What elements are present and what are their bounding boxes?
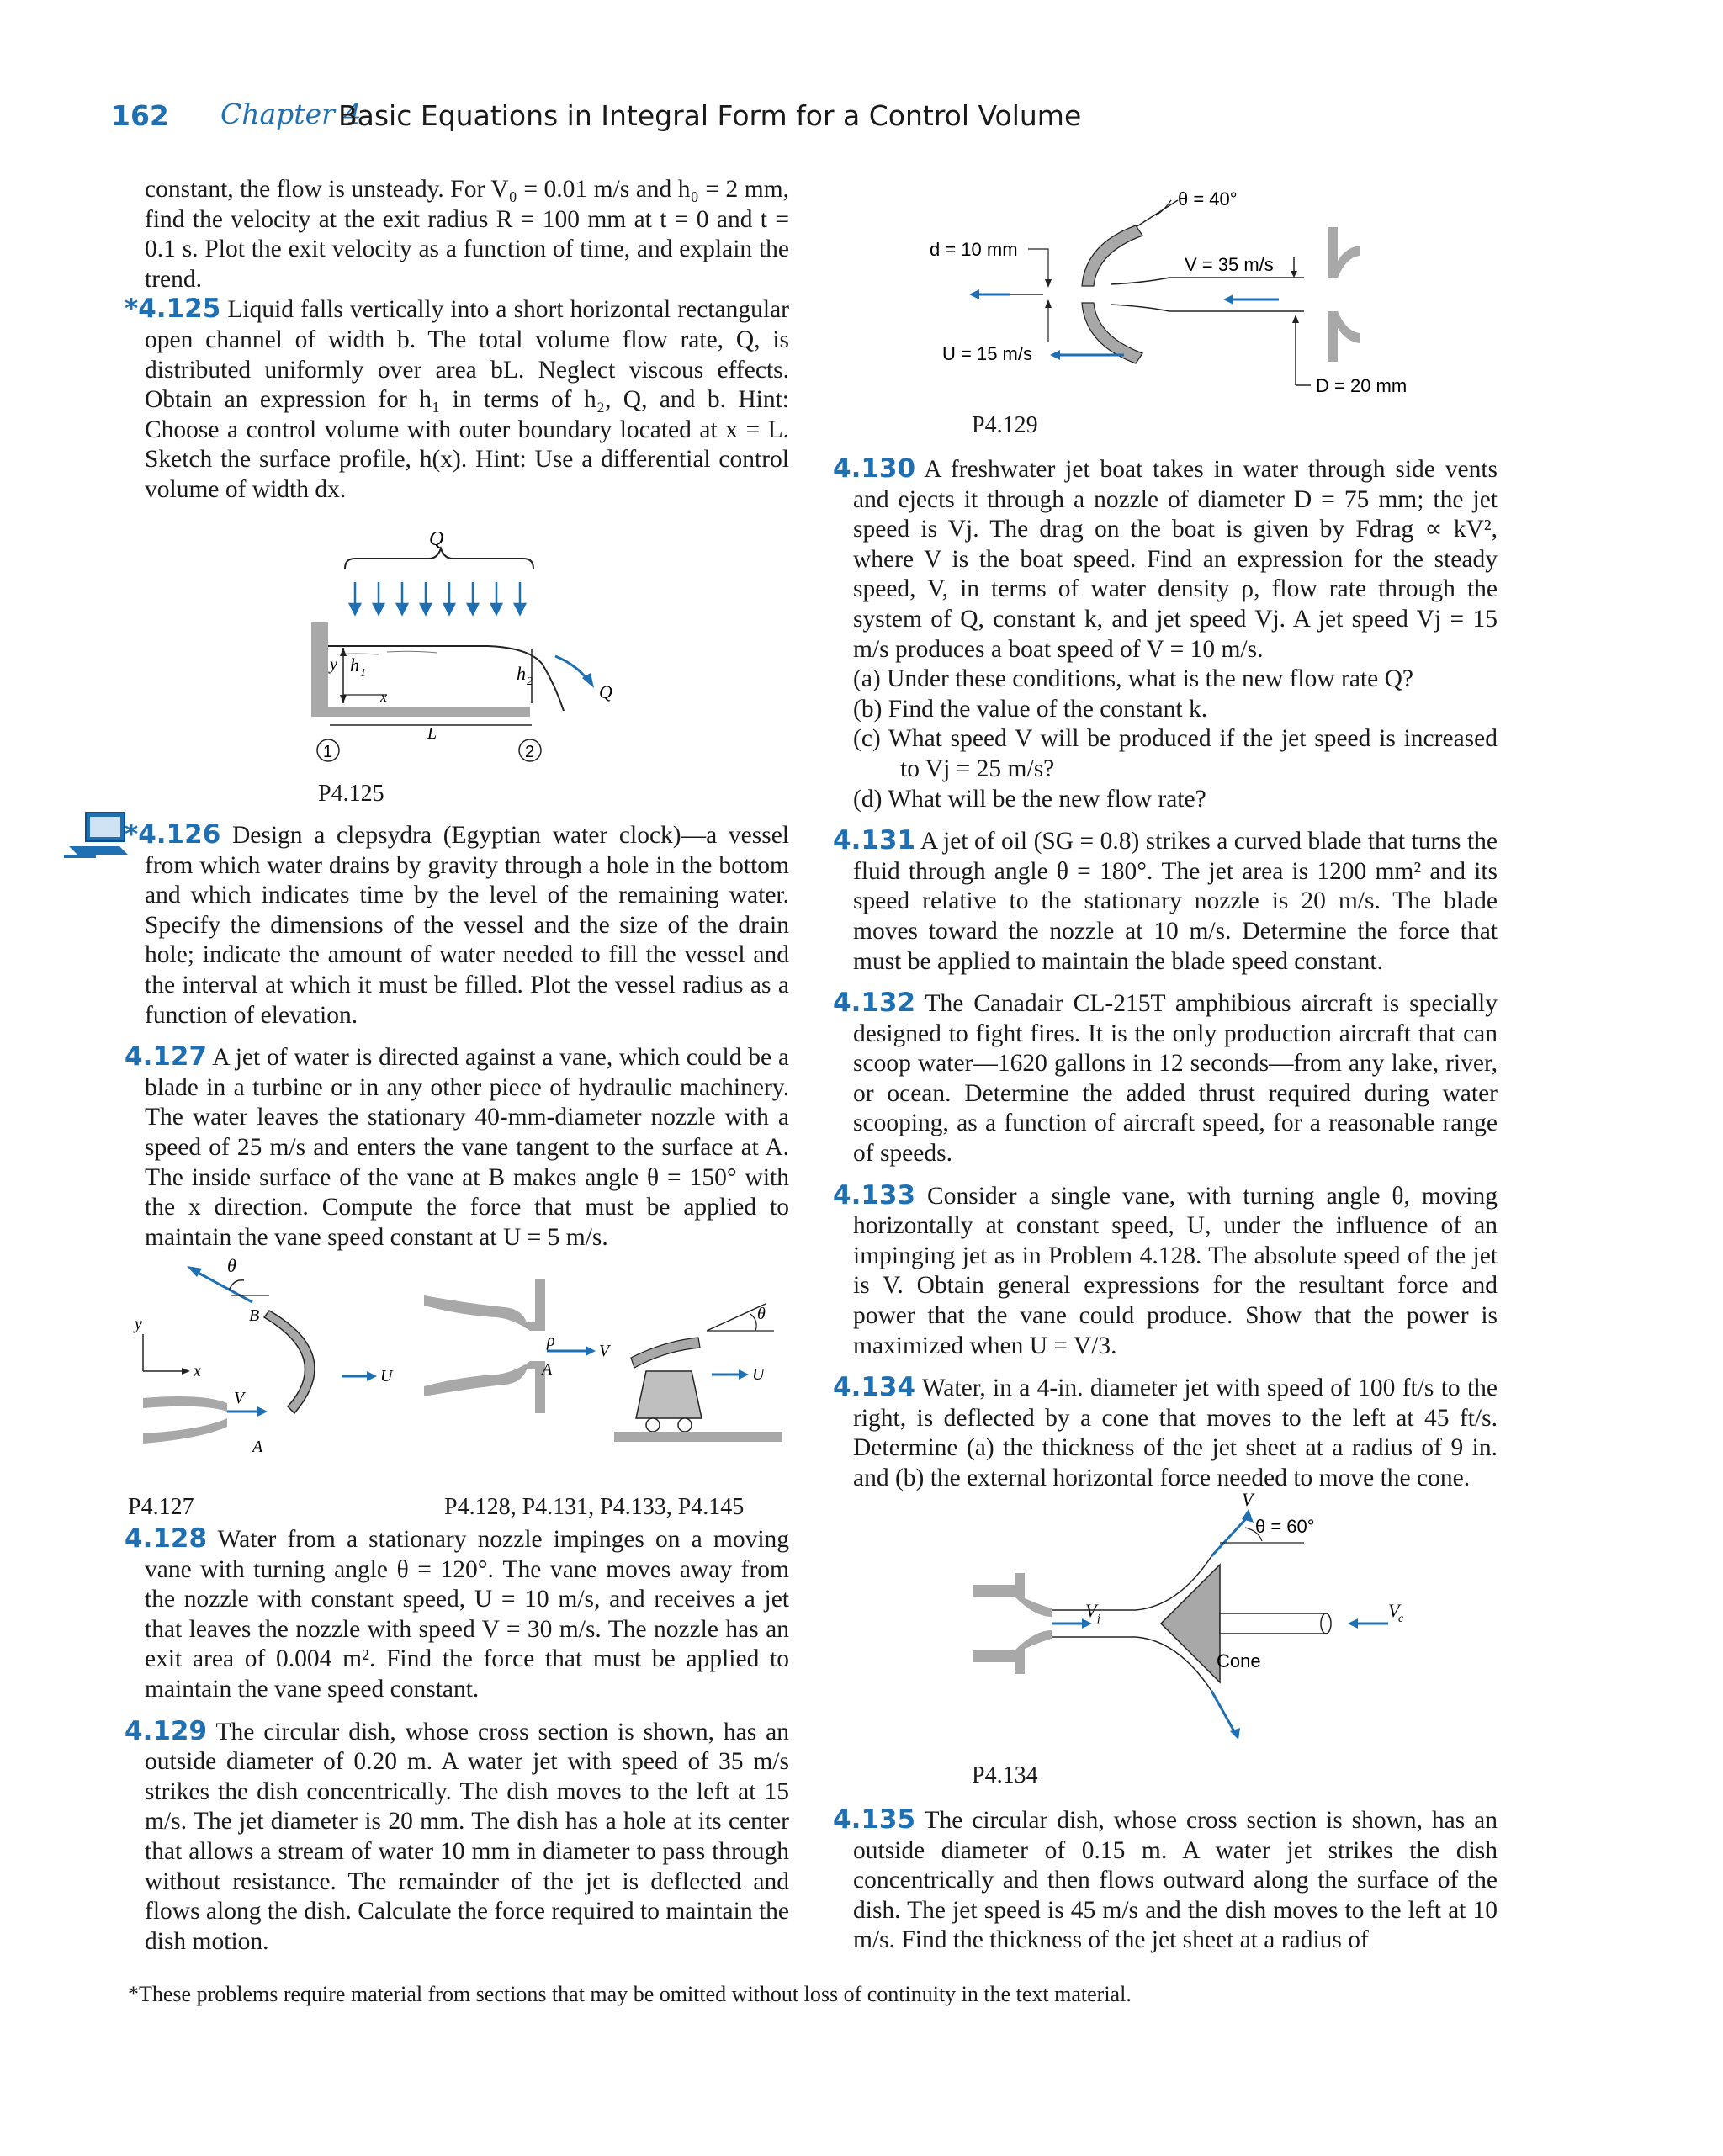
problem-4-132 xyxy=(833,988,1498,1169)
problem-text: Consider a single vane, with turning angle θ, moving horizontally at constant speed, U, under the influence of an impinging jet as in Problem 4.128. The absolute speed of the jet is V. Obtain general expressions for the resultant force and power that the vane could produce. Show that the power is maximized when U = V/3. xyxy=(853,1182,1498,1359)
label-u: U = 15 m/s xyxy=(942,343,1032,364)
label-h2-sub: 2 xyxy=(527,675,533,688)
problem-text: A jet of water is directed against a vane, which could be a blade in a turbine or in any other piece of hydraulic machinery. The water leaves the stationary 40-mm-diameter nozzle with a speed of 25 m/s and enters the vane tangent to the surface at A. The inside surface of the vane at B makes angle θ = 150° with the x direction. Compute the force that must be applied to maintain the vane speed constant at U = 5 m/s. xyxy=(145,1044,789,1251)
label-u: U xyxy=(380,1367,393,1385)
figure-p4-125 xyxy=(303,530,639,774)
label-vc-sub: c xyxy=(1398,1613,1404,1625)
problem-text: Liquid falls vertically into a short horizontal rectangular open channel of width b. The total volume flow rate, Q, is distributed uniformly over area bL. Neglect viscous effects. Obtain an expression for h₁ in terms of h₂, Q, and b. Hint: Choose a control volume with outer boundary located at x = L. Sketch the surface profile, h(x). Hint: Use a differential control volume of width dx. xyxy=(145,296,789,503)
label-vj-sub: j xyxy=(1097,1613,1100,1625)
label-vj: V xyxy=(1085,1600,1097,1621)
problem-4-128 xyxy=(125,1523,790,1705)
problem-4-135 xyxy=(833,1804,1498,1956)
problem-number: *4.125 xyxy=(125,294,221,325)
label-theta: θ = 60° xyxy=(1255,1516,1315,1537)
caption-p4-128: P4.128, P4.131, P4.133, P4.145 xyxy=(444,1494,745,1520)
problem-text: Water, in a 4-in. diameter jet with speed of 100 ft/s to the right, is deflected by a cone that moves to the left at 45 ft/s. Determine (a) the thickness of the jet sheet at a radius of 9 in. and (b) the external horizontal force needed to move the cone. xyxy=(853,1375,1498,1491)
label-q-top: Q xyxy=(429,530,444,550)
chapter-title: Basic Equations in Integral Form for a Control Volume xyxy=(338,99,1082,132)
left-text-middle xyxy=(125,819,789,1253)
caption-p4-127: P4.127 xyxy=(128,1494,194,1520)
problem-4-125 xyxy=(125,294,789,505)
page-number: 162 xyxy=(111,99,169,132)
figure-p4-128 xyxy=(421,1270,791,1464)
label-u: U xyxy=(752,1365,765,1384)
label-a: A xyxy=(252,1438,263,1456)
caption-p4-125: P4.125 xyxy=(318,781,384,807)
problem-4-129 xyxy=(125,1715,789,1957)
problem-4-131 xyxy=(833,825,1498,977)
label-cone: Cone xyxy=(1217,1650,1261,1671)
label-l: L xyxy=(427,724,437,743)
problem-number: 4.132 xyxy=(833,988,916,1019)
left-text-top xyxy=(125,175,789,506)
problem-number: 4.129 xyxy=(125,1715,208,1746)
problem-4-130 xyxy=(833,453,1498,665)
station-1: 1 xyxy=(323,743,333,761)
problem-4-134 xyxy=(833,1372,1498,1493)
label-rho: ρ xyxy=(547,1332,555,1350)
problem-number: *4.126 xyxy=(125,819,221,850)
label-d: d = 10 mm xyxy=(930,239,1018,260)
problem-number: 4.131 xyxy=(833,825,916,856)
label-theta: θ xyxy=(757,1305,766,1323)
label-b: B xyxy=(249,1306,260,1325)
problem-4-130-d: (d) What will be the new flow rate? xyxy=(853,785,1206,813)
station-2: 2 xyxy=(525,743,535,761)
figure-p4-129 xyxy=(925,177,1464,404)
figure-p4-127 xyxy=(126,1253,412,1464)
label-y: y xyxy=(135,1315,142,1333)
label-v: V xyxy=(1242,1489,1254,1510)
chapter-label: Chapter 4 xyxy=(220,98,362,130)
problem-text: Water from a stationary nozzle impinges on a moving vane with turning angle θ = 120°. The vane moves away from the nozzle with constant speed, U = 10 m/s, and receives a jet that leaves the nozzle with speed V = 30 m/s. The nozzle has an exit area of 0.004 m². Find the force that must be applied to maintain the vane speed constant. xyxy=(145,1526,790,1703)
problem-4-130-b: (b) Find the value of the constant k. xyxy=(853,695,1208,723)
label-vc: V xyxy=(1388,1600,1400,1621)
figure-p4-134 xyxy=(968,1489,1405,1750)
problem-number: 4.127 xyxy=(125,1041,208,1073)
label-theta: θ xyxy=(227,1255,236,1276)
caption-p4-129: P4.129 xyxy=(972,412,1038,438)
problem-text: A freshwater jet boat takes in water through side vents and ejects it through a nozzle of diameter D = 75 mm; the jet speed is Vj. The drag on the boat is given by Fdrag ∝ kV², where V is the boat speed. Find an expression for the steady speed, V, in terms of water density ρ, flow rate through the system of Q, constant k, and jet speed Vj. A jet speed Vj = 15 m/s produces a boat speed of V = 10 m/s. xyxy=(853,456,1498,663)
label-x: x xyxy=(380,688,387,705)
label-h2: h xyxy=(517,663,526,684)
problem-number: 4.134 xyxy=(833,1372,916,1403)
label-q-out: Q xyxy=(599,681,612,702)
problem-text: A jet of oil (SG = 0.8) strikes a curved blade that turns the fluid through angle θ = 180°. The jet area is 1200 mm² and its speed relative to the stationary nozzle is 20 m/s. The blade moves toward the nozzle at 10 m/s. Determine the force that must be applied to maintain the blade speed constant. xyxy=(853,828,1498,975)
label-y: y xyxy=(330,655,337,674)
label-h1: h xyxy=(350,654,359,675)
problem-text: Design a clepsydra (Egyptian water clock)—a vessel from which water drains by gravity through a hole in the bottom and which indicates time by the level of the remaining water. Specify the dimensions of the vessel and the size of the drain hole; indicate the amount of water needed to fill the vessel and the interval at which it must be filled. Plot the vessel radius as a function of elevation. xyxy=(145,822,789,1029)
problem-4-130-c: (c) What speed V will be produced if the jet speed is increased to Vj = 25 m/s? xyxy=(853,725,1498,782)
problem-4-127 xyxy=(125,1041,789,1253)
problem-text: The Canadair CL-215T amphibious aircraft is specially designed to fight fires. It is the only production aircraft that can scoop water—1620 gallons in 12 seconds—from any lake, river, or ocean. Determine the added thrust required during water scooping, as a function of aircraft speed, for a reasonable range of speeds. xyxy=(853,990,1498,1168)
problem-continuation: constant, the flow is unsteady. For V₀ = 0.01 m/s and h₀ = 2 mm, find the velocity at the exit radius R = 100 mm at t = 0 and t = 0.1 s. Plot the exit velocity as a function of time, and explain the trend. xyxy=(145,176,789,293)
problem-text: The circular dish, whose cross section is shown, has an outside diameter of 0.15 m. A water jet strikes the dish concentrically and then flows outward along the surface of the dish. The jet speed is 45 m/s and the dish moves to the left at 10 m/s. Find the thickness of the jet sheet at a radius of xyxy=(853,1807,1498,1954)
problem-4-133 xyxy=(833,1179,1498,1362)
problem-text: The circular dish, whose cross section is shown, has an outside diameter of 0.20 m. A water jet with speed of 35 m/s strikes the dish concentrically. The dish moves to the left at 15 m/s. The jet diameter is 20 mm. The dish has a hole at its center that allows a stream of water 10 mm in diameter to pass through without resistance. The remainder of the jet is deflected and flows along the dish. Calculate the force required to maintain the dish motion. xyxy=(145,1718,789,1955)
problem-number: 4.135 xyxy=(833,1804,916,1835)
footnote: *These problems require material from sections that may be omitted without loss of continuity in the text material. xyxy=(128,1982,1132,2006)
label-theta: θ = 40° xyxy=(1178,188,1238,209)
label-a: A xyxy=(542,1360,553,1379)
right-text-top xyxy=(833,453,1498,1494)
label-v: V xyxy=(599,1342,610,1360)
problem-number: 4.133 xyxy=(833,1179,916,1210)
left-text-bottom xyxy=(125,1523,790,1957)
label-h1-sub: 1 xyxy=(360,667,366,680)
label-v: V xyxy=(234,1389,245,1407)
problem-4-126 xyxy=(125,819,789,1030)
label-v: V = 35 m/s xyxy=(1185,254,1274,275)
label-x: x xyxy=(194,1362,201,1380)
computer-icon xyxy=(62,809,133,863)
label-D: D = 20 mm xyxy=(1316,375,1408,396)
problem-4-130-a: (a) Under these conditions, what is the new flow rate Q? xyxy=(853,665,1413,693)
problem-number: 4.130 xyxy=(833,453,916,484)
caption-p4-134: P4.134 xyxy=(972,1762,1038,1788)
right-text-bottom xyxy=(833,1804,1498,1956)
problem-number: 4.128 xyxy=(125,1523,208,1554)
